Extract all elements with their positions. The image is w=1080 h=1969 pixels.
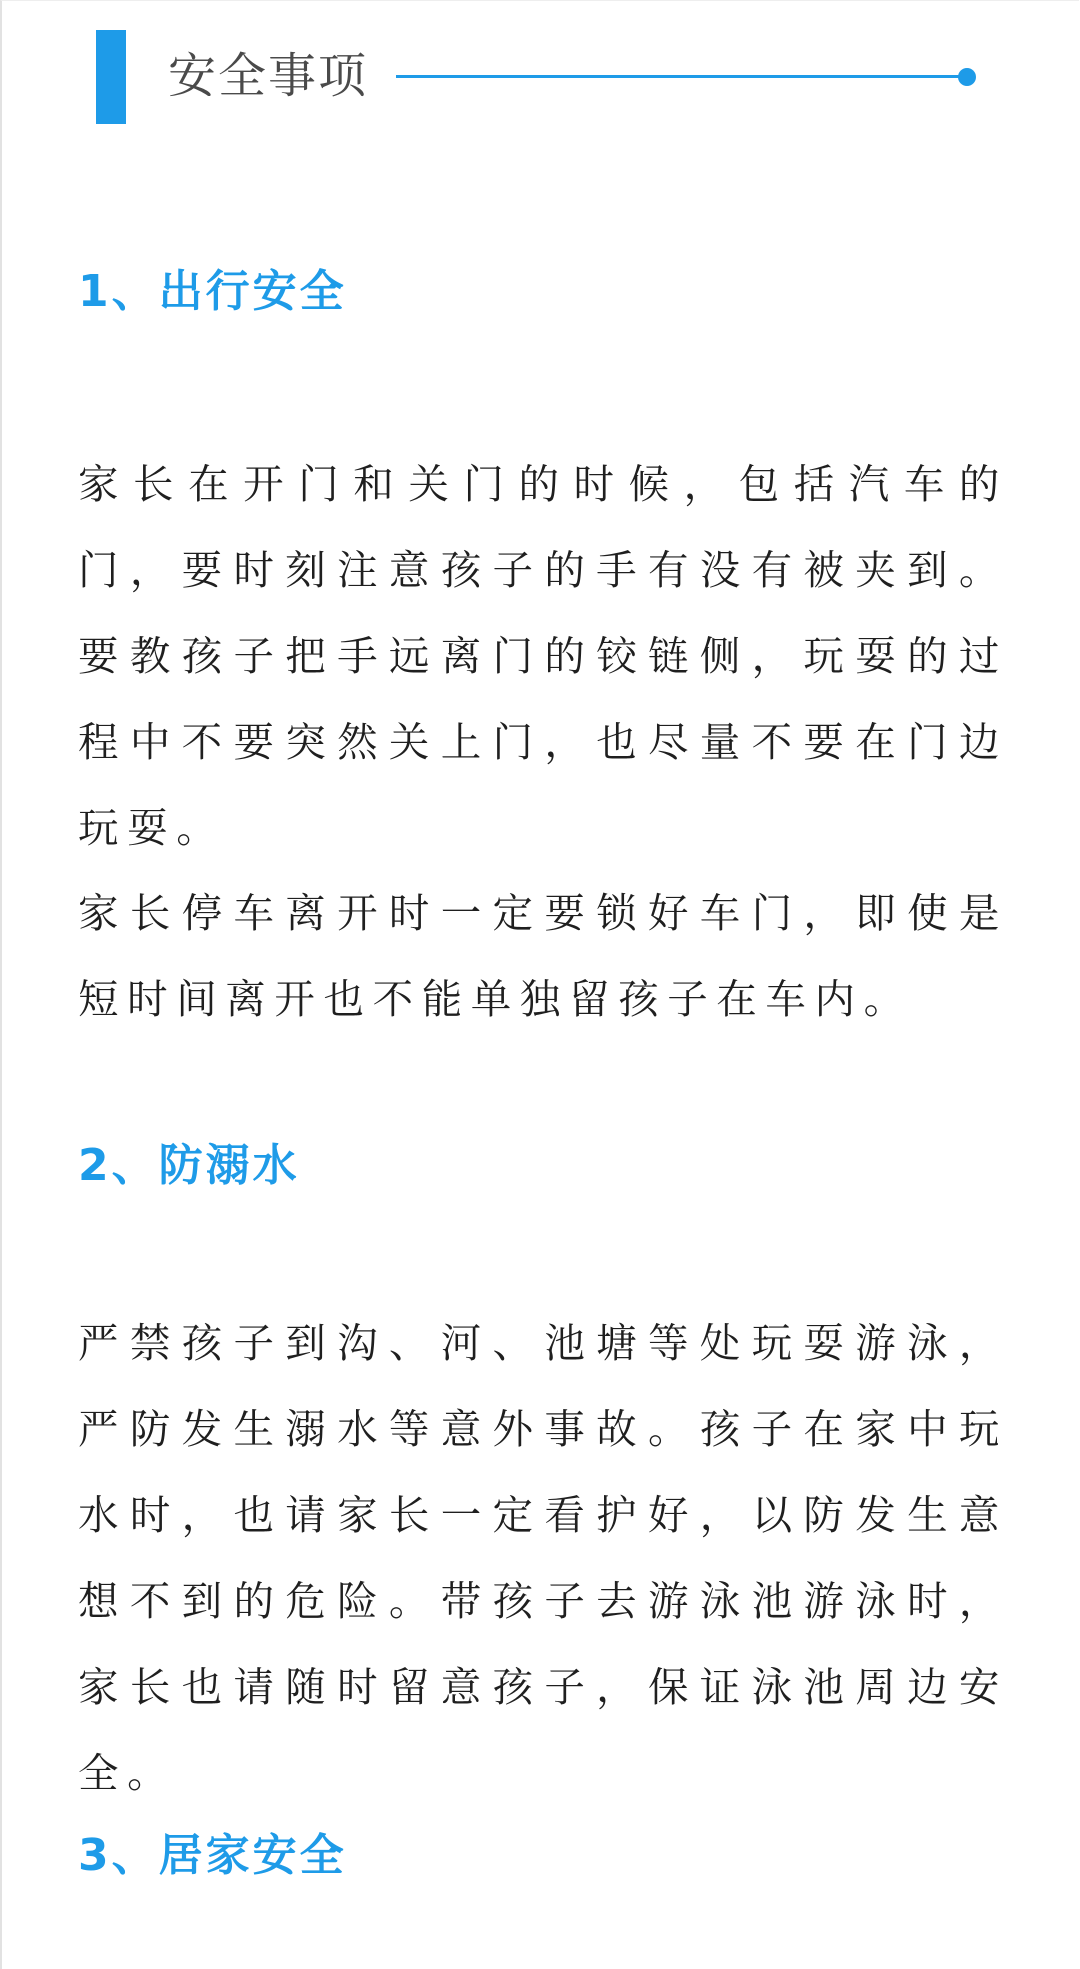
paragraph-swimming-safety: 严禁孩子到沟、河、池塘等处玩耍游泳，严防发生溺水等意外事故。孩子在家中玩水时，也请家长一定看护好，以防发生意想不到的危险。带孩子去游泳池游泳时，家长也请随时留意孩子，保证泳池周边安全。 bbox=[78, 1319, 1008, 1797]
heading-drowning-prevention: 2、防溺水 bbox=[78, 1140, 300, 1191]
header-accent-bar bbox=[96, 30, 126, 124]
paragraph-door-safety: 家长在开门和关门的时候，包括汽车的门，要时刻注意孩子的手有没有被夹到。要教孩子把手远离门的铰链侧，玩耍的过程中不要突然关上门，也尽量不要在门边玩耍。 bbox=[78, 460, 1008, 852]
paragraph-car-lock: 家长停车离开时一定要锁好车门，即使是短时间离开也不能单独留孩子在车内。 bbox=[78, 889, 1008, 1023]
heading-home-safety: 3、居家安全 bbox=[78, 1830, 347, 1881]
header-divider-line bbox=[396, 75, 966, 78]
section-header bbox=[96, 30, 976, 124]
heading-travel-safety: 1、出行安全 bbox=[78, 266, 347, 317]
section-title: 安全事项 bbox=[168, 48, 369, 104]
header-divider-dot bbox=[958, 68, 976, 86]
